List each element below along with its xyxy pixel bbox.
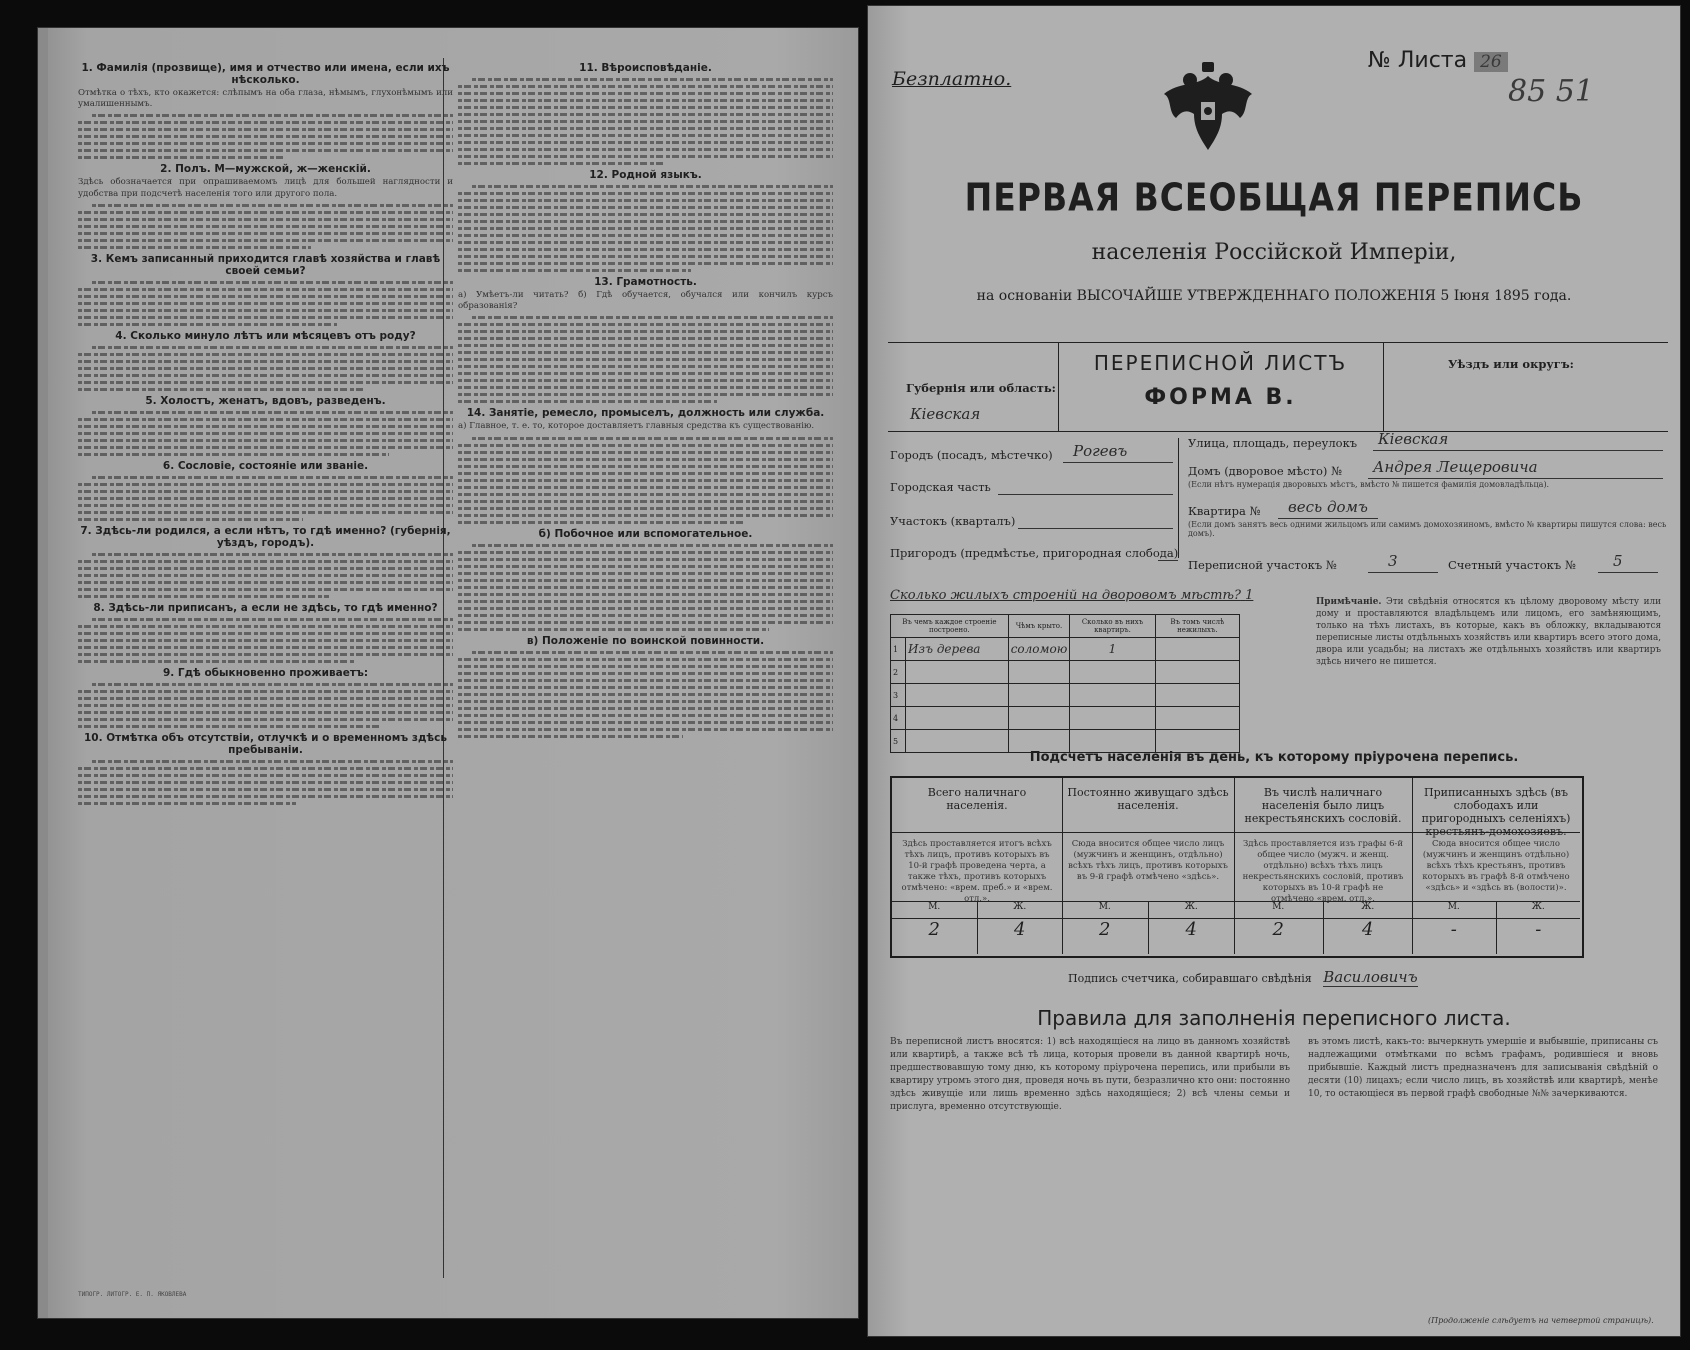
print-line (458, 127, 833, 130)
print-line (458, 514, 833, 517)
bt-cell: 4 (891, 707, 906, 730)
print-line (92, 411, 453, 414)
print-line (458, 134, 833, 137)
pop-col-desc: Сюда вносится общее число лицъ (мужчинъ и женщинъ, отдѣльно) всѣхъ тѣхъ лицъ, противъ которыхъ въ 9-й графѣ отмѣчено «здѣсь». (1068, 839, 1228, 882)
print-line (458, 141, 833, 144)
print-line (78, 632, 453, 635)
print-line (78, 323, 337, 326)
bt-cell: Изъ дерева (906, 638, 1009, 661)
print-line (78, 767, 453, 770)
print-line (92, 114, 453, 117)
print-line (458, 92, 833, 95)
print-line (458, 106, 833, 109)
print-line (78, 653, 453, 656)
print-line (78, 425, 453, 428)
print-line (458, 679, 833, 682)
bt-cell: 5 (891, 730, 906, 753)
form-title: ПЕРЕПИСНОЙ ЛИСТЪ (1093, 351, 1348, 375)
print-line (78, 288, 453, 291)
print-line (458, 393, 833, 396)
street-label: Улица, площадь, переулокъ (1188, 436, 1358, 450)
rules-text-2: въ этомъ листѣ, какъ-то: вычеркнуть умершіе и выбывшіе, приписаны съ надлежащими отмѣтками по всѣмъ графамъ, родившіеся и вновь прибывшіе. Каждый листъ предназначенъ для записыванія свѣдѣній о десяти (10) лицахъ; если число лицъ, въ хозяйствѣ или квартирѣ, менѣе 10, то остающіеся въ первой графѣ свободные №№ зачеркиваются. (1308, 1037, 1658, 1099)
sheet-number-label: № Листа (1368, 48, 1468, 73)
instruction-heading: 11. Вѣроисповѣданіе. (579, 62, 712, 74)
print-line (458, 451, 833, 454)
pop-col-permanent (1062, 778, 1235, 954)
print-line (458, 707, 833, 710)
print-line (78, 518, 303, 521)
pop-value-m: 2 (1272, 919, 1284, 940)
print-line (458, 379, 833, 382)
bt-header-material: Въ чемъ каждое строеніе построено. (891, 615, 1009, 638)
print-line (458, 572, 833, 575)
print-line (78, 446, 453, 449)
print-line (458, 465, 833, 468)
print-line (458, 323, 833, 326)
print-line (458, 614, 833, 617)
pop-value-zh: 4 (1323, 919, 1413, 954)
pop-value-m: 2 (928, 919, 940, 940)
instruction-body: а) Умѣетъ-ли читать? б) Гдѣ обучается, обучался или кончилъ курсъ образованія? (458, 290, 833, 312)
instruction-heading: в) Положеніе по воинской повинности. (526, 634, 765, 647)
print-line (78, 567, 453, 570)
print-line (78, 483, 453, 486)
instruction-heading: 6. Сословіе, состояніе или званіе. (162, 459, 369, 472)
instruction-heading: 7. Здѣсь-ли родился, а если нѣтъ, то гдѣ именно? (губернія, уѣздъ, городъ). (80, 524, 451, 549)
print-line (78, 246, 311, 249)
print-line (458, 255, 833, 258)
print-line (78, 453, 389, 456)
print-line (458, 262, 833, 265)
print-line (78, 302, 453, 305)
form-header-box (888, 342, 1668, 432)
print-line (472, 437, 833, 440)
print-line (78, 625, 453, 628)
print-line (458, 714, 833, 717)
buildings-question-text: Сколько жилыхъ строеній на дворовомъ мѣстѣ? (890, 588, 1241, 603)
counting-district-value: 5 (1613, 552, 1623, 570)
print-line (458, 672, 833, 675)
instruction-heading: 14. Занятіе, ремесло, промыселъ, должность или служба. (466, 407, 825, 420)
print-line (458, 162, 664, 165)
note-body: Эти свѣдѣнія относятся къ цѣлому дворовому мѣсту или дому и проставляются владѣльцемъ или лицомъ, его замѣняющимъ, только на тѣхъ листахъ, въ которые, какъ въ обложку, вкладываются переписные листы отдѣльныхъ хозяйствъ или квартиръ всего этого дома, двора или усадьбы; на листахъ же отдѣльныхъ хозяйствъ или квартиръ здѣсь ничего не пишется. (1316, 597, 1661, 667)
print-line (78, 718, 453, 721)
print-line (458, 521, 743, 524)
instructions-column-1 (78, 58, 453, 1288)
handwritten-corner-number: 85 51 (1508, 74, 1594, 109)
house-value: Андрея Лещеровича (1373, 458, 1538, 476)
print-line (92, 683, 453, 686)
print-line (458, 551, 833, 554)
uezd-label: Уѣздъ или округъ: (1448, 357, 1574, 371)
print-line (78, 418, 453, 421)
print-line (78, 725, 382, 728)
print-line (458, 472, 833, 475)
buildings-table-header (891, 615, 1240, 638)
province-label: Губернія или область: (906, 381, 1056, 395)
print-line (78, 595, 329, 598)
print-line (78, 149, 453, 152)
table-row (891, 661, 1240, 684)
city-label: Городъ (посадъ, мѣстечко) (890, 448, 1053, 462)
print-line (78, 218, 453, 221)
bt-header-apartments: Сколько въ нихъ квартиръ. (1070, 615, 1155, 638)
print-line (78, 295, 453, 298)
print-line (78, 232, 453, 235)
print-line (78, 660, 356, 663)
print-line (92, 760, 453, 763)
print-line (78, 802, 296, 805)
print-line (458, 213, 833, 216)
bt-cell: 3 (891, 684, 906, 707)
print-line (78, 239, 453, 242)
print-line (78, 774, 453, 777)
print-line (458, 693, 833, 696)
buildings-question (890, 588, 1253, 603)
instruction-heading: 12. Родной языкъ. (589, 169, 702, 181)
print-line (458, 120, 833, 123)
table-row (891, 707, 1240, 730)
print-line (458, 206, 833, 209)
house-note: (Если нѣтъ нумерація дворовыхъ мѣстъ, вмѣсто № пишется фамилія домовладѣльца). (1188, 480, 1550, 489)
table-row (891, 684, 1240, 707)
population-heading: Подсчетъ населенія въ день, къ которому пріурочена перепись. (1029, 750, 1519, 765)
print-line (78, 490, 453, 493)
print-line (458, 479, 833, 482)
form-subtitle: ФОРМА В. (1144, 385, 1297, 410)
print-line (458, 227, 833, 230)
instruction-heading: 13. Грамотность. (594, 276, 697, 288)
print-line (78, 574, 453, 577)
zh-label: Ж. (1496, 902, 1581, 918)
print-line (458, 85, 833, 88)
instruction-heading: б) Побочное или вспомогательное. (538, 527, 753, 540)
print-line (458, 721, 833, 724)
print-line (78, 135, 453, 138)
print-line (458, 192, 833, 195)
rules-text-1: Въ переписной листъ вносятся: 1) всѣ находящіеся на лицо въ данномъ хозяйствѣ или квартирѣ, а также всѣ тѣ лица, которыя провели въ данной квартирѣ ночь, предшествовавшую тому дню, къ которому пріурочена перепись, или прибыли въ квартиру утромъ этого дня, проведя ночь въ пути, безразлично кто они: постоянно здѣсь живущіе или лишь временно здѣсь находящіеся; 2) всѣ члены семьи и прислуга, временно отсутствующіе. (890, 1037, 1290, 1112)
print-line (78, 211, 453, 214)
pop-value-zh: 4 (1148, 919, 1235, 954)
print-line (458, 486, 833, 489)
print-line (78, 690, 453, 693)
print-line (92, 204, 453, 207)
print-line (78, 497, 453, 500)
counting-district-label: Счетный участокъ № (1448, 558, 1576, 572)
sheet-number-value: 26 (1474, 52, 1508, 72)
print-line (458, 365, 833, 368)
print-line (92, 553, 453, 556)
pop-col-peasants (1412, 778, 1580, 954)
instruction-heading: 2. Полъ. М—мужской, ж—женскій. (160, 163, 371, 176)
print-line (78, 560, 453, 563)
print-line (78, 309, 453, 312)
counter-signature-value: Василовичъ (1323, 968, 1418, 986)
print-line (458, 628, 769, 631)
print-line (458, 234, 833, 237)
print-line (78, 639, 453, 642)
bt-header-roof: Чѣмъ крыто. (1008, 615, 1070, 638)
print-line (458, 344, 833, 347)
print-line (78, 646, 453, 649)
print-line (78, 788, 453, 791)
instruction-heading: 10. Отмѣтка объ отсутствіи, отлучкѣ и о временномъ здѣсь пребываніи. (83, 731, 448, 756)
print-line (78, 388, 363, 391)
print-line (78, 781, 453, 784)
print-line (78, 795, 453, 798)
legal-basis: на основаніи ВЫСОЧАЙШЕ УТВЕРЖДЕННАГО ПОЛОЖЕНІЯ 5 Іюня 1895 года. (976, 288, 1572, 304)
population-table (890, 776, 1584, 958)
print-line (458, 735, 683, 738)
print-line (92, 618, 453, 621)
print-line (458, 199, 833, 202)
m-label: М. (1272, 902, 1285, 912)
print-line (458, 351, 833, 354)
print-line (458, 155, 833, 158)
apartment-value: весь домъ (1288, 498, 1368, 516)
imperial-eagle-icon (1158, 58, 1258, 158)
district-label: Участокъ (кварталъ) (890, 514, 1016, 528)
print-line (458, 113, 833, 116)
print-line (78, 142, 453, 145)
zh-label: Ж. (1148, 902, 1235, 918)
print-line (78, 697, 453, 700)
rules-title: Правила для заполненія переписного листа. (1037, 1006, 1511, 1030)
print-line (458, 269, 691, 272)
print-line (78, 225, 453, 228)
left-page (38, 28, 858, 1318)
m-label: М. (1447, 902, 1460, 912)
pop-value-zh: - (1496, 919, 1581, 954)
print-line (78, 367, 453, 370)
instruction-heading: 8. Здѣсь-ли приписанъ, а если не здѣсь, то гдѣ именно? (93, 601, 438, 614)
print-line (458, 686, 833, 689)
instruction-heading: 9. Гдѣ обыкновенно проживаетъ: (162, 666, 369, 679)
print-line (458, 607, 833, 610)
print-line (458, 493, 833, 496)
buildings-table (890, 614, 1240, 753)
pop-col-nonpeasant (1234, 778, 1413, 954)
pop-value-m: 2 (1099, 919, 1111, 940)
city-part-label: Городская часть (890, 480, 991, 494)
bt-cell: 2 (891, 661, 906, 684)
instruction-heading: 5. Холостъ, женатъ, вдовъ, разведенъ. (145, 394, 386, 407)
print-line (458, 565, 833, 568)
print-line (78, 581, 453, 584)
print-line (458, 337, 833, 340)
print-line (458, 330, 833, 333)
print-line (472, 316, 833, 319)
print-line (78, 128, 453, 131)
print-line (472, 544, 833, 547)
instruction-heading: 1. Фамилія (прозвище), имя и отчество или имена, если ихъ нѣсколько. (81, 62, 450, 86)
print-line (458, 148, 833, 151)
instructions-column-2 (458, 58, 833, 1288)
instruction-body: а) Главное, т. е. то, которое доставляетъ главныя средства къ существованію. (458, 421, 815, 432)
print-line (458, 621, 833, 624)
pop-value-m: - (1450, 919, 1457, 940)
m-label: М. (928, 902, 941, 912)
print-line (458, 386, 833, 389)
print-line (78, 432, 453, 435)
print-line (472, 651, 833, 654)
print-line (458, 220, 833, 223)
print-line (78, 504, 453, 507)
note-title: Примѣчаніе. (1316, 597, 1382, 607)
print-line (458, 458, 833, 461)
bt-cell: 1 (1070, 638, 1155, 661)
print-line (458, 579, 833, 582)
print-line (458, 500, 833, 503)
sheet-number (1368, 48, 1508, 73)
print-line (78, 704, 453, 707)
house-label: Домъ (дворовое мѣсто) № (1188, 464, 1342, 478)
bt-cell: 1 (891, 638, 906, 661)
print-line (472, 78, 833, 81)
counter-signature-label: Подпись счетчика, собиравшаго свѣдѣнія (1068, 972, 1312, 985)
pop-col-header: Приписанныхъ здѣсь (въ слободахъ или пригородныхъ селеніяхъ) крестьянъ-домохозяевъ. (1412, 778, 1580, 833)
rules-column-2 (1308, 1036, 1658, 1101)
page-edge-stack (38, 28, 48, 1318)
print-line (472, 185, 833, 188)
pop-value-zh: 4 (977, 919, 1063, 954)
print-line (92, 346, 453, 349)
print-line (78, 439, 453, 442)
print-line (458, 444, 833, 447)
zh-label: Ж. (977, 902, 1063, 918)
print-line (78, 711, 453, 714)
pop-col-desc: Сюда вносится общее число (мужчинъ и женщинъ отдѣльно) всѣхъ тѣхъ крестьянъ, противъ которыхъ въ графѣ 8-й отмѣчено «здѣсь» и «здѣсь въ (волости)». (1422, 839, 1570, 893)
print-line (458, 507, 833, 510)
print-line (458, 358, 833, 361)
city-value: Рогевъ (1073, 442, 1128, 460)
buildings-answer: 1 (1245, 588, 1254, 603)
print-line (458, 248, 833, 251)
pop-col-header: Постоянно живущаго здѣсь населенія. (1062, 778, 1234, 833)
print-line (78, 316, 453, 319)
street-value: Кіевская (1378, 430, 1449, 448)
print-line (78, 511, 453, 514)
print-line (458, 558, 833, 561)
print-line (458, 658, 833, 661)
instruction-heading: 3. Кемъ записанный приходится главѣ хозяйства и главѣ своей семьи? (90, 252, 441, 277)
document-subtitle: населенія Россійской Имперіи, (1091, 240, 1457, 265)
bt-header-nonresidential: Въ томъ числѣ нежилыхъ. (1155, 615, 1239, 638)
instruction-heading: 4. Сколько минуло лѣтъ или мѣсяцевъ отъ роду? (115, 329, 416, 342)
document-title: ПЕРВАЯ ВСЕОБЩАЯ ПЕРЕПИСЬ (964, 175, 1584, 220)
print-line (78, 381, 453, 384)
bt-cell: соломою (1008, 638, 1070, 661)
zh-label: Ж. (1323, 902, 1413, 918)
print-line (78, 374, 453, 377)
continuation-note: (Продолженіе слѣдуетъ на четвертой страницѣ). (1428, 1316, 1654, 1325)
instruction-body: Здѣсь обозначается при опрашиваемомъ лицѣ для большей наглядности и удобства при подсчетѣ населенія того или другого пола. (78, 177, 453, 199)
print-line (92, 476, 453, 479)
print-line (92, 281, 453, 284)
pop-col-desc: Здѣсь проставляется изъ графы 6-й общее число (мужч. и женщ. отдѣльно) всѣхъ тѣхъ лицъ некрестьянскихъ сословій, противъ которыхъ въ 10-й графѣ не отмѣчено «врем. отл.». (1242, 839, 1404, 904)
print-line (458, 241, 833, 244)
print-line (458, 586, 833, 589)
rules-column-1 (890, 1036, 1290, 1114)
print-line (458, 665, 833, 668)
print-line (458, 728, 833, 731)
table-row (891, 638, 1240, 661)
print-line (78, 353, 453, 356)
print-line (458, 600, 833, 603)
census-district-value: 3 (1388, 552, 1398, 570)
print-line (458, 372, 833, 375)
print-line (78, 360, 453, 363)
instruction-body: Отмѣтка о тѣхъ, кто окажется: слѣпымъ на оба глаза, нѣмымъ, глухонѣмымъ или умалишеннымъ. (78, 88, 453, 110)
print-line (458, 99, 833, 102)
counter-signature (1068, 968, 1418, 986)
buildings-note (1316, 596, 1661, 668)
suburb-label: Пригородъ (предмѣстье, пригородная слобода) (890, 546, 1179, 560)
print-line (458, 593, 833, 596)
print-line (78, 588, 453, 591)
printer-imprint: ТИПОГР. ЛИТОГР. Е. П. ЯКОВЛЕВА (78, 1291, 187, 1298)
province-value: Кіевская (910, 405, 981, 423)
print-line (458, 400, 717, 403)
right-page (868, 6, 1680, 1336)
free-label: Безплатно. (892, 68, 1012, 90)
apartment-label: Квартира № (1188, 504, 1261, 518)
pop-col-header: Всего наличнаго населенія. (892, 778, 1062, 833)
census-district-label: Переписной участокъ № (1188, 558, 1337, 572)
print-line (78, 121, 453, 124)
bt-cell (1155, 638, 1239, 661)
print-line (458, 700, 833, 703)
print-line (78, 156, 284, 159)
pop-col-header: Въ числѣ наличнаго населенія было лицъ некрестьянскихъ сословій. (1234, 778, 1412, 833)
apartment-note: (Если домъ занятъ весь одними жильцомъ или самимъ домохозяиномъ, вмѣсто № квартиры пишутся слова: весь домъ). (1188, 520, 1667, 538)
pop-col-total (892, 778, 1063, 954)
m-label: М. (1098, 902, 1111, 912)
pop-col-desc: Здѣсь проставляется итогъ всѣхъ тѣхъ лицъ, противъ которыхъ въ 10-й графѣ проведена черта, а также тѣхъ, противъ которыхъ отмѣчено: «врем. преб.» и «врем. отл.». (901, 839, 1053, 904)
